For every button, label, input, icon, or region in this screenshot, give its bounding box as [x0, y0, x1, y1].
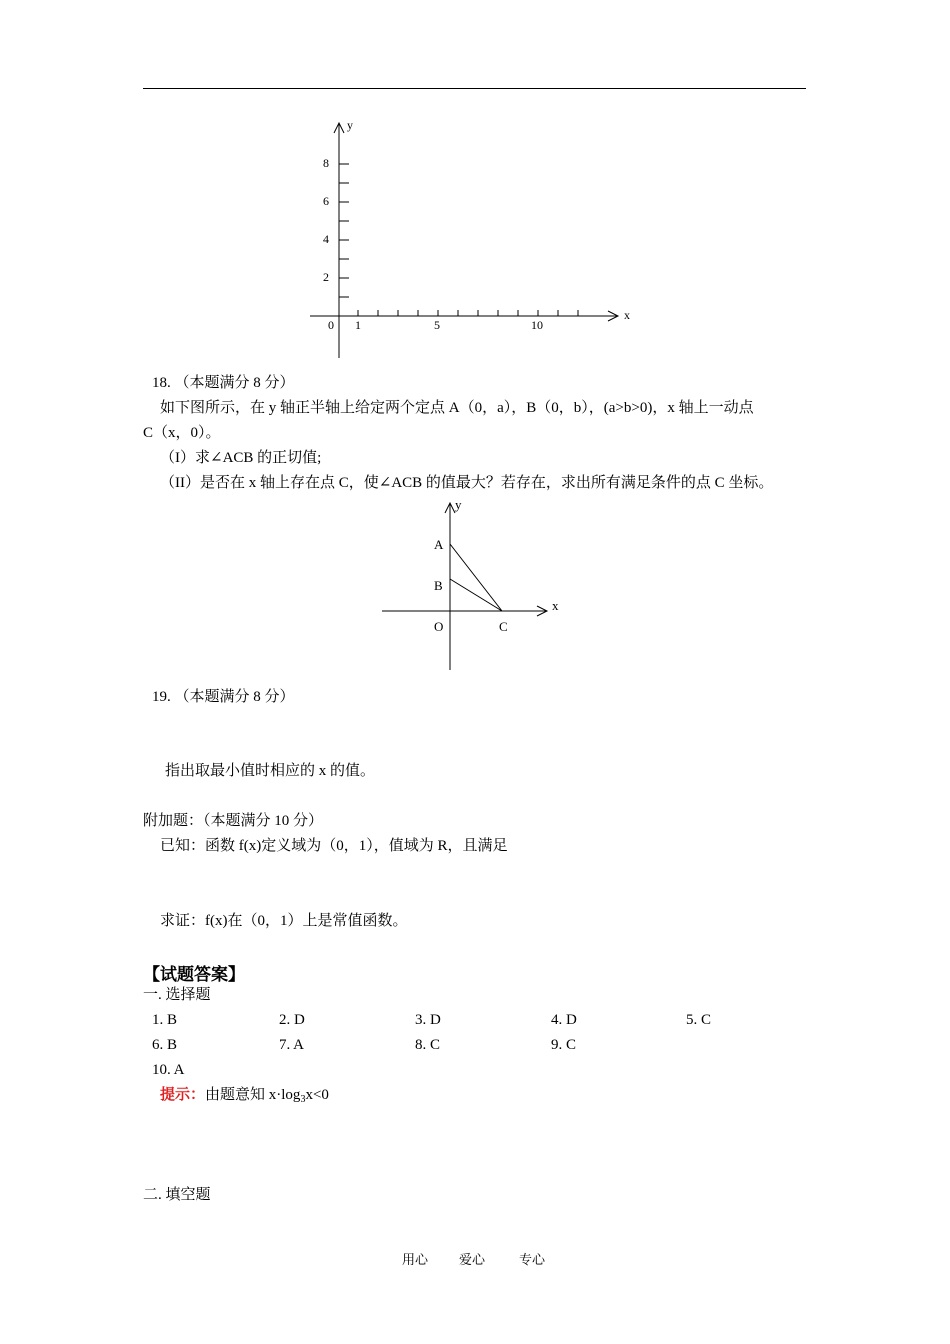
- q19-text: 指出取最小值时相应的 x 的值。: [165, 763, 376, 779]
- point-c-label: C: [499, 619, 508, 634]
- x-axis-label: x: [624, 308, 630, 322]
- answer-item: 7. A: [279, 1037, 305, 1053]
- q18-title: 18. （本题满分 8 分）: [152, 375, 295, 391]
- q18-line2: C（x，0）。: [143, 425, 221, 441]
- point-b-label: B: [434, 578, 443, 593]
- hint-text-post: x<0: [305, 1087, 329, 1103]
- y-tick-label: 6: [323, 194, 329, 208]
- q18-line1: 如下图所示，在 y 轴正半轴上给定两个定点 A（0，a），B（0，b），(a>b>0)，x 轴上一动点: [160, 400, 754, 416]
- extra-line2: 求证：f(x)在（0，1）上是常值函数。: [160, 913, 408, 929]
- y-axis-label: y: [347, 118, 353, 132]
- answer-item: 6. B: [152, 1037, 178, 1053]
- hint-text-pre: 由题意知 x·log: [205, 1087, 301, 1103]
- x-ticks: [358, 310, 578, 316]
- answer-item: 5. C: [686, 1012, 712, 1028]
- answer-item: 9. C: [551, 1037, 577, 1053]
- answer-item: 1. B: [152, 1012, 178, 1028]
- answer-item: 2. D: [279, 1012, 305, 1028]
- y-ticks: [339, 164, 349, 297]
- answer-item: 3. D: [415, 1012, 441, 1028]
- header-rule: [143, 88, 806, 89]
- x-tick-label: 1: [355, 318, 361, 332]
- segment-ac: [450, 544, 502, 611]
- y-tick-label: 2: [323, 270, 329, 284]
- x-tick-label: 5: [434, 318, 440, 332]
- footer-item: 专心: [519, 1252, 546, 1267]
- answer-item: 8. C: [415, 1037, 441, 1053]
- q18-part2: （II）是否在 x 轴上存在点 C，使∠ACB 的值最大？若存在，求出所有满足条件的点 C 坐标。: [160, 475, 774, 491]
- point-a-label: A: [434, 537, 444, 552]
- footer-item: 爱心: [459, 1252, 486, 1267]
- section1-title: 一. 选择题: [143, 987, 211, 1003]
- triangle-diagram: [375, 495, 575, 675]
- coordinate-graph-1: [300, 115, 640, 365]
- answers-heading: 【试题答案】: [143, 965, 245, 984]
- y-axis-label: y: [455, 497, 462, 512]
- origin-o-label: O: [434, 619, 444, 634]
- hint-label: 提示：: [160, 1087, 206, 1103]
- hint-line: [160, 1085, 329, 1110]
- footer-item: 用心: [402, 1252, 429, 1267]
- answer-item: 4. D: [551, 1012, 577, 1028]
- y-tick-label: 4: [323, 232, 329, 246]
- q18-part1: （I）求∠ACB 的正切值;: [160, 450, 322, 466]
- segment-bc: [450, 579, 502, 611]
- q19-title: 19. （本题满分 8 分）: [152, 689, 295, 705]
- extra-title: 附加题：（本题满分 10 分）: [143, 813, 324, 829]
- y-tick-label: 8: [323, 156, 329, 170]
- extra-line1: 已知：函数 f(x)定义域为（0，1），值域为 R，且满足: [160, 838, 508, 854]
- x-tick-label: 10: [531, 318, 543, 332]
- section2-title: 二. 填空题: [143, 1187, 211, 1203]
- x-axis-label: x: [552, 598, 559, 613]
- answer-item: 10. A: [152, 1062, 185, 1078]
- origin-label: 0: [328, 318, 334, 332]
- hint-subscript: 3: [300, 1094, 306, 1105]
